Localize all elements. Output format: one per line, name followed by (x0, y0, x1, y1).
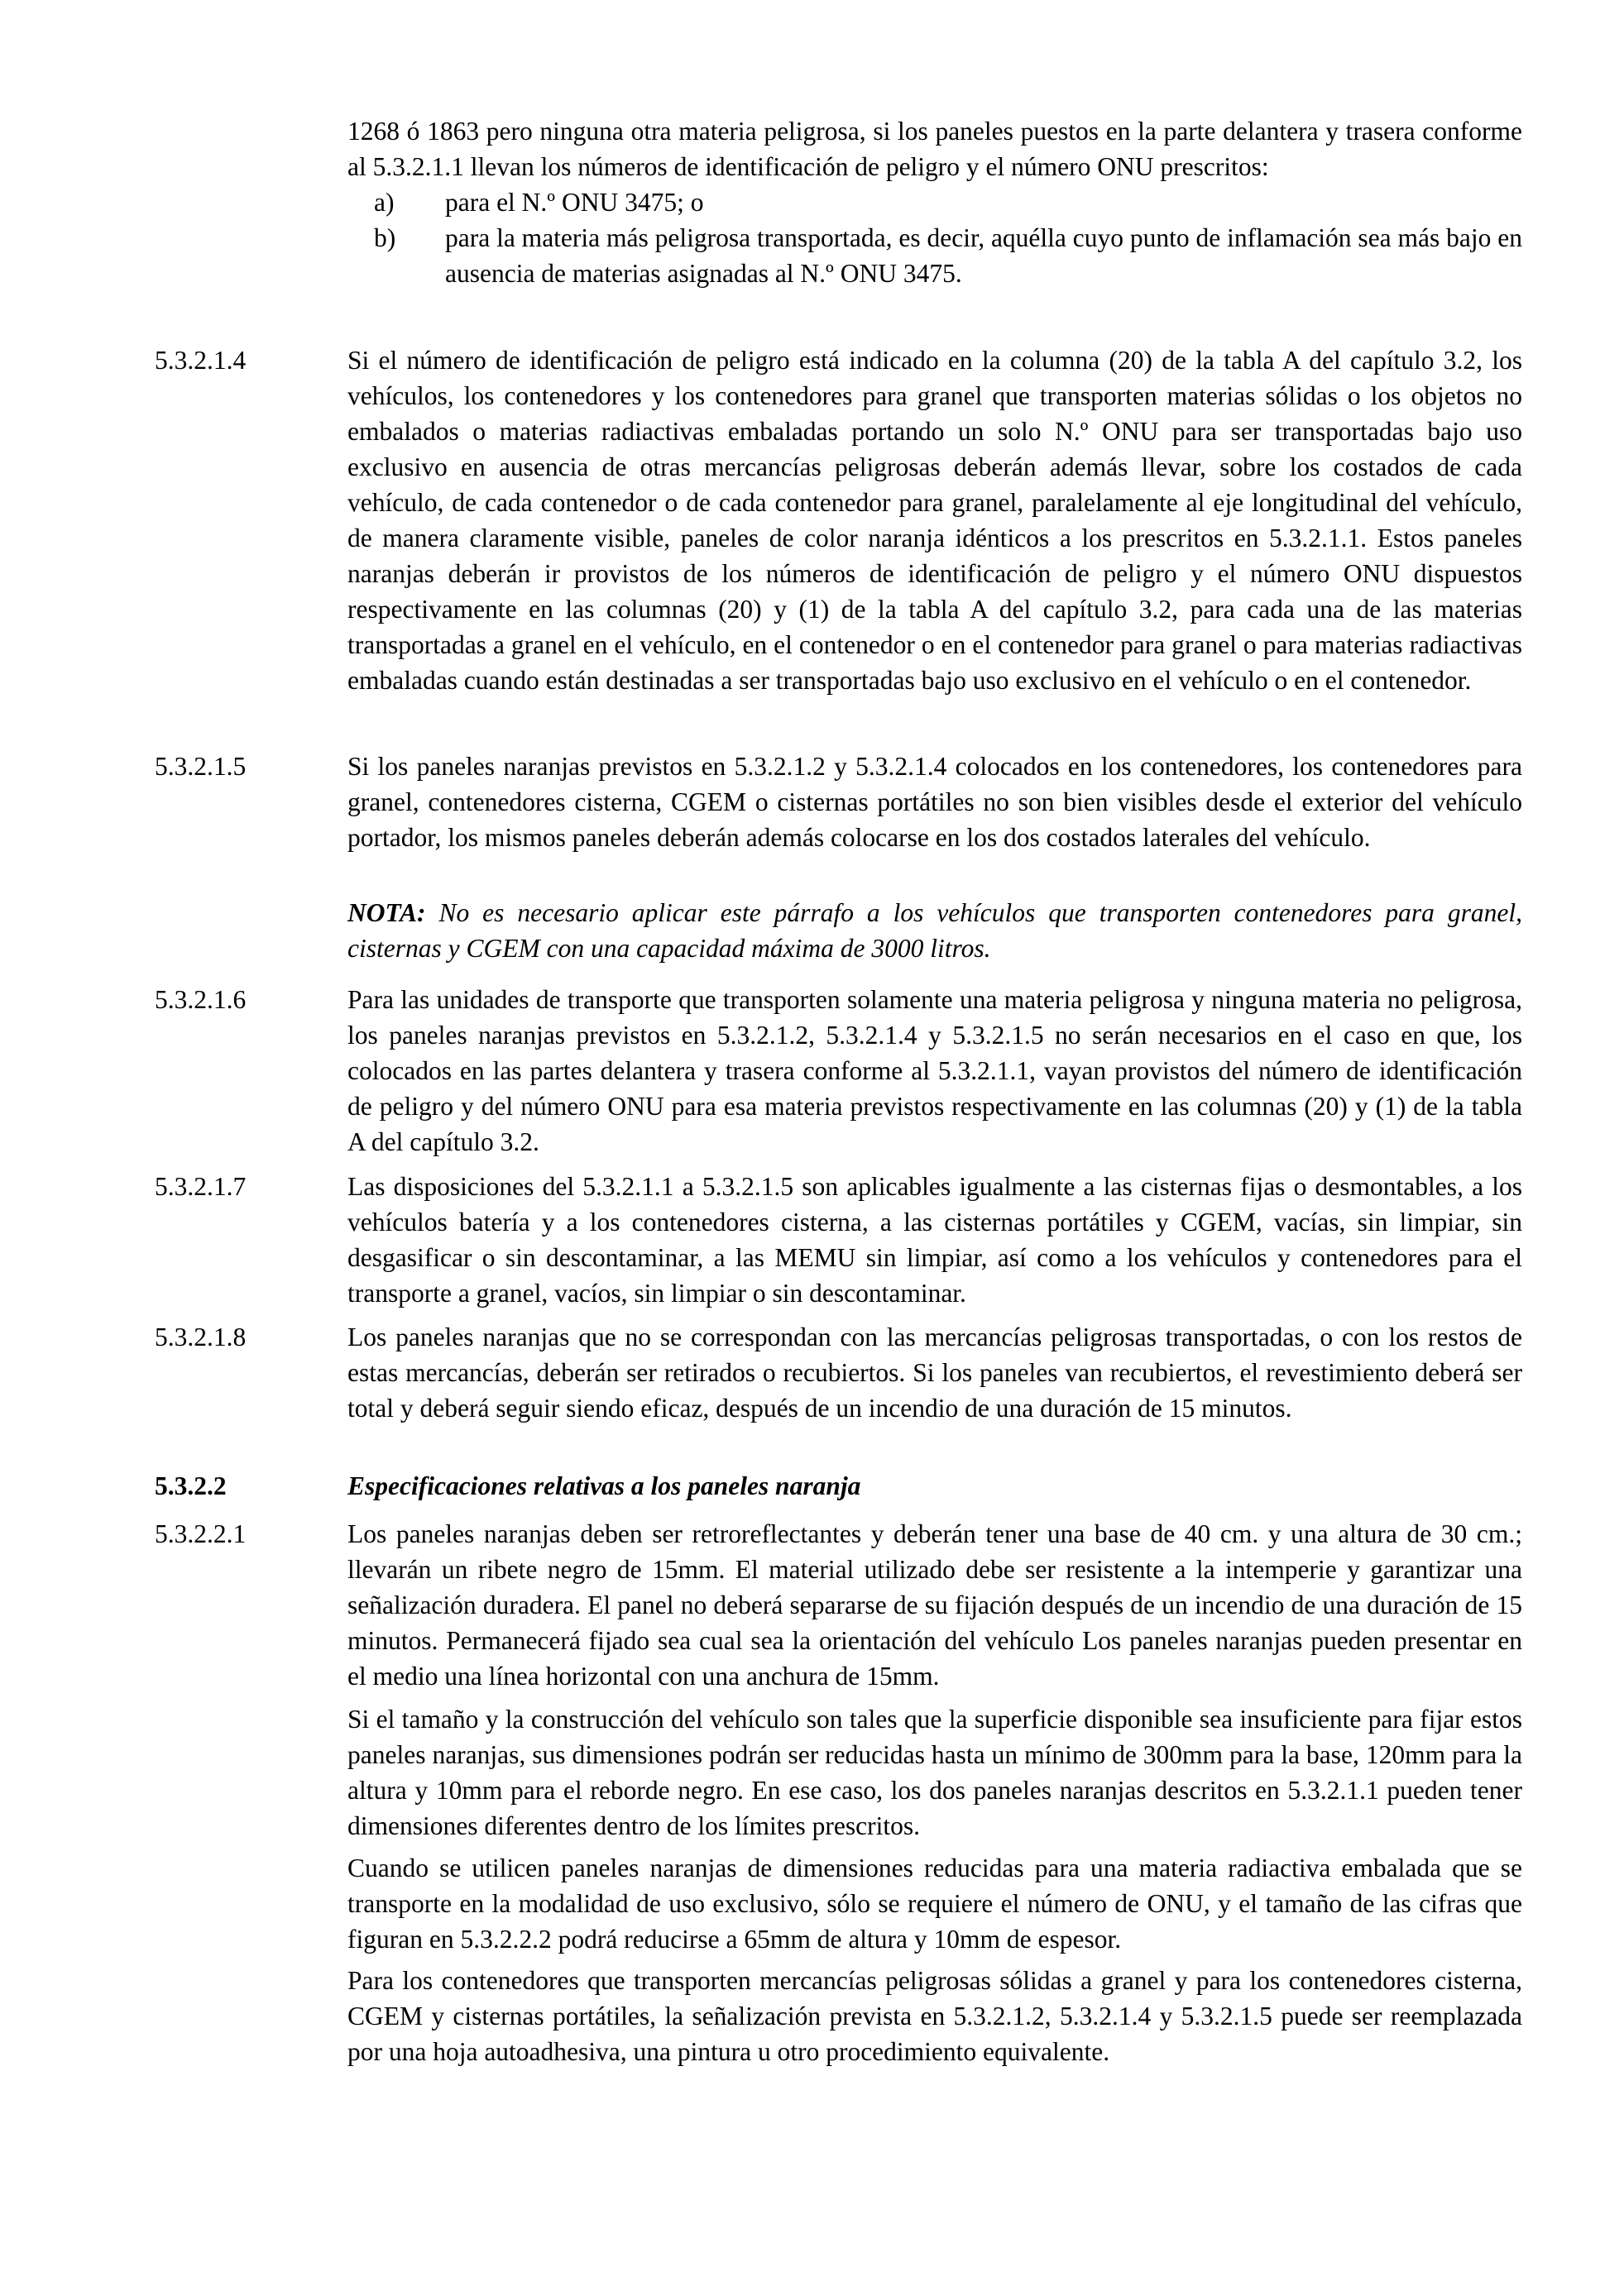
section-5-3-2-2-1-p2 (347, 1701, 1522, 1844)
section-number: 5.3.2.1.6 (155, 985, 247, 1014)
section-heading: Especificaciones relativas a los paneles naranja (347, 1471, 861, 1500)
section-number: 5.3.2.1.4 (155, 346, 247, 375)
section-5-3-2-1-7 (347, 1169, 1522, 1311)
section-5-3-2-1-8 (347, 1319, 1522, 1426)
section-5-3-2-1-4 (347, 342, 1522, 698)
section-number: 5.3.2.2.1 (155, 1519, 247, 1548)
list-item-text: para el N.º ONU 3475; o (445, 188, 704, 217)
note-text: No es necesario aplicar este párrafo a los vehículos que transporten contenedores para granel, cisternas y CGEM con una capacidad máxima de 3000 litros. (347, 898, 1522, 963)
section-number: 5.3.2.1.8 (155, 1323, 247, 1351)
section-number: 5.3.2.1.5 (155, 752, 247, 781)
list-item (347, 184, 1522, 220)
intro-text: 1268 ó 1863 pero ninguna otra materia peligrosa, si los paneles puestos en la parte delantera y trasera conforme al 5.3.2.1.1 llevan los números de identificación de peligro y el número ONU prescritos: (347, 117, 1522, 181)
section-text: Si los paneles naranjas previstos en 5.3.2.1.2 y 5.3.2.1.4 colocados en los contenedores, los contenedores para granel, contenedores cisterna, CGEM o cisternas portátiles no son bien visibles desde el exterior del vehículo portador, los mismos paneles deberán además colocarse en los dos costados laterales del vehículo. (347, 752, 1522, 852)
intro-list (347, 184, 1522, 291)
section-text: Los paneles naranjas deben ser retroreflectantes y deberán tener una base de 40 cm. y una altura de 30 cm.; llevarán un ribete negro de 15mm. El material utilizado debe ser resistente a la intemperie y garantizar una señalización duradera. El panel no deberá separarse de su fijación después de un incendio de una duración de 15 minutos. Permanecerá fijado sea cual sea la orientación del vehículo Los paneles naranjas pueden presentar en el medio una línea horizontal con una anchura de 15mm. (347, 1519, 1522, 1691)
note-label: NOTA: (347, 898, 426, 927)
section-5-3-2-2-1-p3 (347, 1850, 1522, 1957)
intro-paragraph (347, 113, 1522, 291)
list-marker: b) (374, 223, 396, 252)
section-5-3-2-2-1-p1 (347, 1516, 1522, 1694)
note-paragraph (347, 895, 1522, 966)
section-text: Para los contenedores que transporten mercancías peligrosas sólidas a granel y para los contenedores cisterna, CGEM y cisternas portátiles, la señalización prevista en 5.3.2.1.2, 5.3.2.1.4 y 5.3.2.1.5 puede ser reemplazada por una hoja autoadhesiva, una pintura u otro procedimiento equivalente. (347, 1966, 1522, 2066)
section-text: Para las unidades de transporte que transporten solamente una materia peligrosa y ninguna materia no peligrosa, los paneles naranjas previstos en 5.3.2.1.2, 5.3.2.1.4 y 5.3.2.1.5 no serán necesarios en el caso en que, los colocados en las partes delantera y trasera conforme al 5.3.2.1.1, vayan provistos del número de identificación de peligro y del número ONU para esa materia previstos respectivamente en las columnas (20) y (1) de la tabla A del capítulo 3.2. (347, 985, 1522, 1156)
section-number: 5.3.2.1.7 (155, 1172, 247, 1201)
section-5-3-2-1-5 (347, 749, 1522, 855)
section-text: Los paneles naranjas que no se correspondan con las mercancías peligrosas transportadas, o con los restos de estas mercancías, deberán ser retirados o recubiertos. Si los paneles van recubiertos, el revestimiento deberá ser total y deberá seguir siendo eficaz, después de un incendio de una duración de 15 minutos. (347, 1323, 1522, 1423)
section-text: Si el tamaño y la construcción del vehículo son tales que la superficie disponible sea insuficiente para fijar estos paneles naranjas, sus dimensiones podrán ser reducidas hasta un mínimo de 300mm para la base, 120mm para la altura y 10mm para el reborde negro. En ese caso, los dos paneles naranjas descritos en 5.3.2.1.1 pueden tener dimensiones diferentes dentro de los límites prescritos. (347, 1705, 1522, 1840)
heading-number: 5.3.2.2 (155, 1471, 227, 1500)
section-5-3-2-1-6 (347, 982, 1522, 1160)
list-marker: a) (374, 188, 395, 217)
list-item-text: para la materia más peligrosa transportada, es decir, aquélla cuyo punto de inflamación sea más bajo en ausencia de materias asignadas al N.º ONU 3475. (445, 223, 1522, 288)
section-text: Cuando se utilicen paneles naranjas de dimensiones reducidas para una materia radiactiva embalada que se transporte en la modalidad de uso exclusivo, sólo se requiere el número de ONU, y el tamaño de las cifras que figuran en 5.3.2.2.2 podrá reducirse a 65mm de altura y 10mm de espesor. (347, 1854, 1522, 1954)
list-item (347, 220, 1522, 291)
section-text: Si el número de identificación de peligro está indicado en la columna (20) de la tabla A del capítulo 3.2, los vehículos, los contenedores y los contenedores para granel que transporten materias sólidas o los objetos no embalados o materias radiactivas embaladas portando un solo N.º ONU para ser transportadas bajo uso exclusivo en ausencia de otras mercancías peligrosas deberán además llevar, sobre los costados de cada vehículo, de cada contenedor o de cada contenedor para granel, paralelamente al eje longitudinal del vehículo, de manera claramente visible, paneles de color naranja idénticos a los prescritos en 5.3.2.1.1. Estos paneles naranjas deberán ir provistos de los números de identificación de peligro y el número ONU dispuestos respectivamente en las columnas (20) y (1) de la tabla A del capítulo 3.2, para cada una de las materias transportadas a granel en el vehículo, en el contenedor o en el contenedor para granel o para materias radiactivas embaladas cuando están destinadas a ser transportadas bajo uso exclusivo en el vehículo o en el contenedor. (347, 346, 1522, 695)
section-5-3-2-2-1-p4 (347, 1963, 1522, 2069)
section-text: Las disposiciones del 5.3.2.1.1 a 5.3.2.1.5 son aplicables igualmente a las cisternas fijas o desmontables, a los vehículos batería y a los contenedores cisterna, a las cisternas portátiles y CGEM, vacías, sin limpiar, sin desgasificar o sin descontaminar, a las MEMU sin limpiar, así como a los vehículos y contenedores para el transporte a granel, vacíos, sin limpiar o sin descontaminar. (347, 1172, 1522, 1308)
